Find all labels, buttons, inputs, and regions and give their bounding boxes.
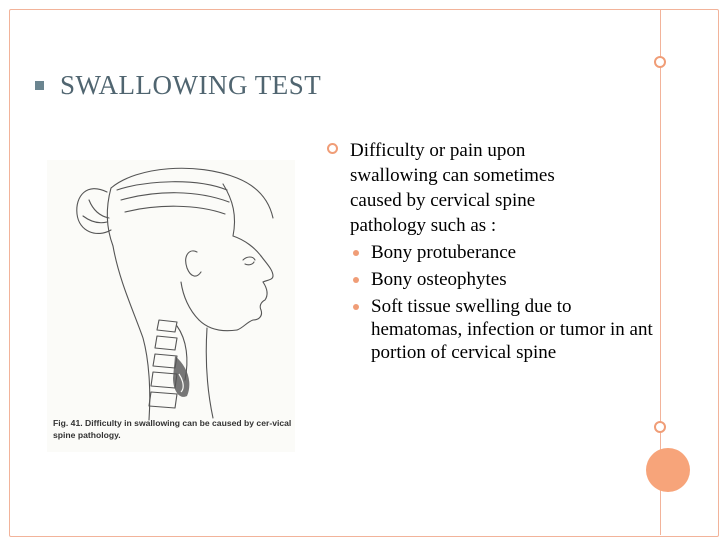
main-text: Difficulty or pain upon swallowing can sometimes caused by cervical spine pathology such as : [350,140,555,236]
sub-item-text: Bony osteophytes [371,269,507,290]
decorative-circle-filled [646,448,690,492]
list-item [353,268,667,291]
head-neck-illustration [47,160,295,452]
title-row [35,70,321,101]
dot-bullet-icon [353,304,359,310]
list-item [353,241,667,264]
decorative-circle-top [654,56,666,68]
decorative-circle-mid [654,421,666,433]
square-bullet-icon [35,81,44,90]
figure-caption: Fig. 41. Difficulty in swallowing can be caused by cer-vical spine pathology. [53,418,292,440]
illustration [47,160,295,452]
slide-title: SWALLOWING TEST [60,70,322,100]
content-list [327,138,667,368]
sub-list [353,241,667,364]
dot-bullet-icon [353,277,359,283]
sub-item-text: Soft tissue swelling due to hematomas, infection or tumor in ant portion of cervical spine [371,296,653,363]
dot-bullet-icon [353,250,359,256]
ring-bullet-icon [327,143,338,154]
list-item-main [327,138,667,238]
sub-item-text: Bony protuberance [371,242,517,263]
list-item [353,295,667,364]
